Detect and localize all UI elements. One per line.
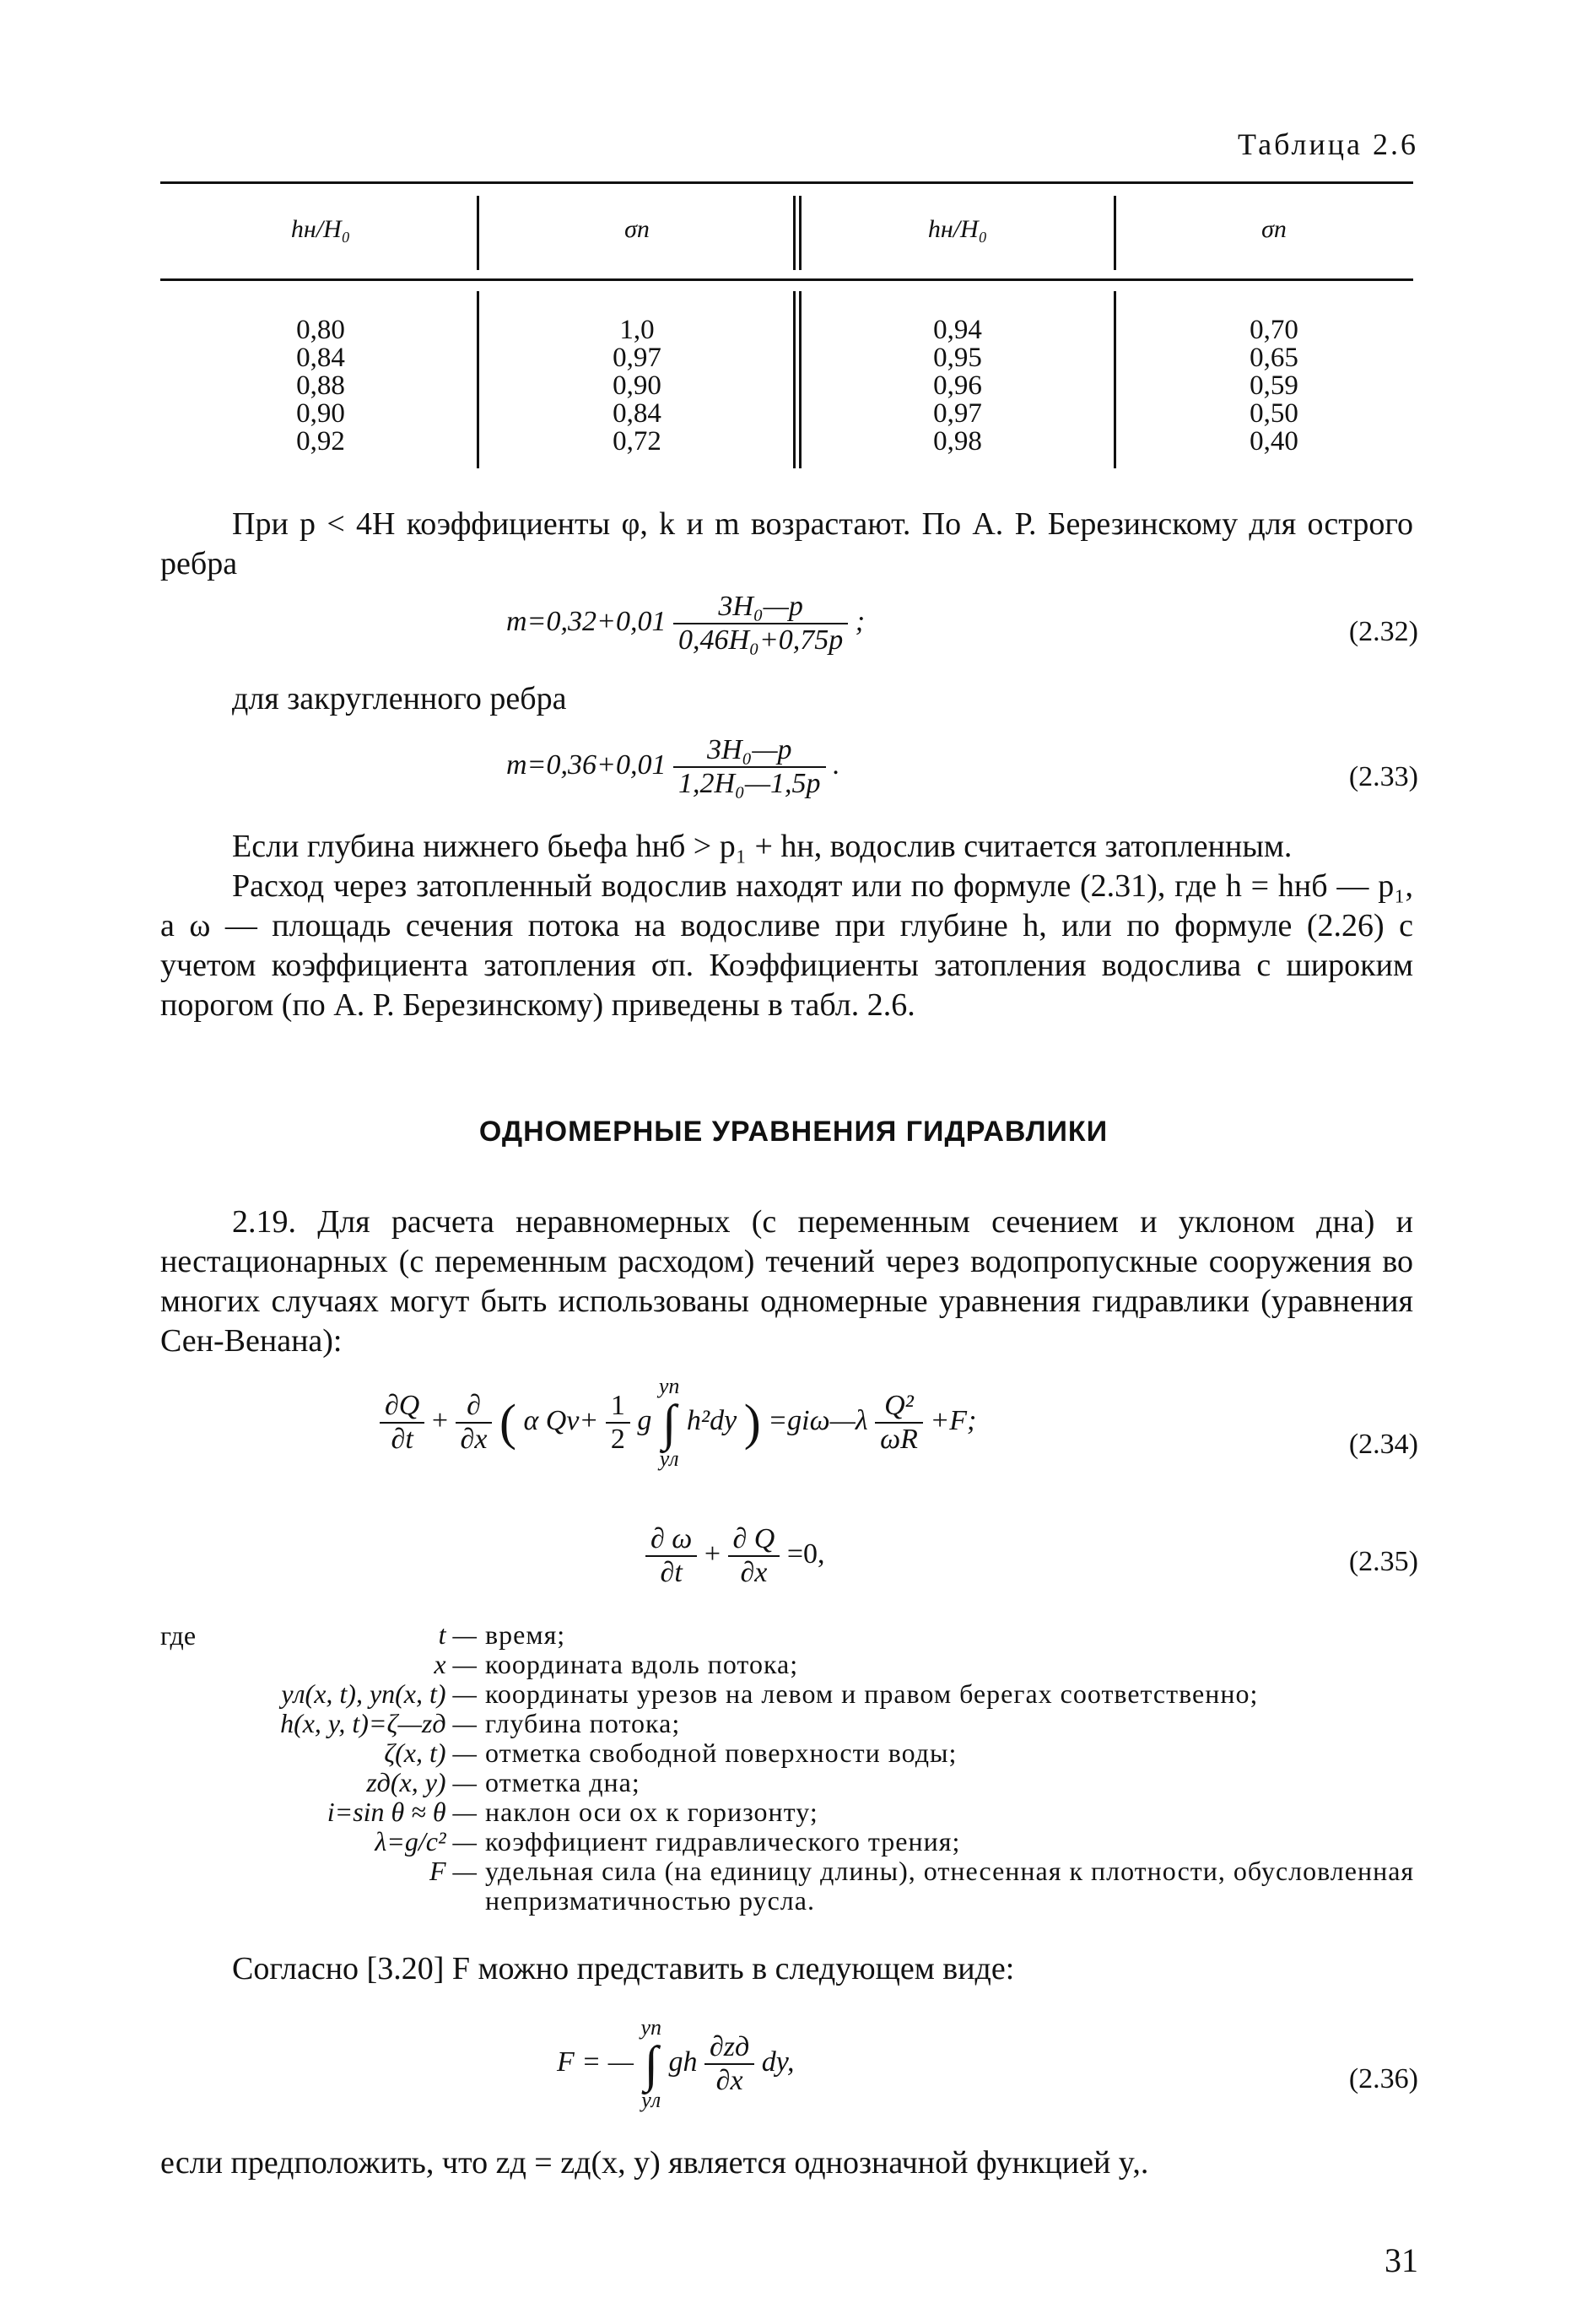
definition-row: zд(x, y) — отметка дна; xyxy=(366,1767,640,1797)
table-cell: 0,95 xyxy=(933,343,982,373)
paragraph: для закругленного ребра xyxy=(232,681,567,716)
table-vline xyxy=(477,196,479,270)
paragraph: если предположить, что zд = zд(x, y) является однозначной функцией y,. xyxy=(160,2145,1149,2181)
table-cell: 0,88 xyxy=(296,370,345,401)
equation-number: (2.32) xyxy=(1348,616,1418,647)
table-header-cell: hн/H₀ xyxy=(290,215,351,243)
table-vline xyxy=(477,291,479,468)
paragraph: 2.19. Для расчета неравномерных (с переменным сечением и уклоном дна) и нестационарных (с переменным расходом) течений через водопропускные сооружения во многих случаях могут быть использованы одномерные уравнения гидравлики (уравнения Сен-Венана): xyxy=(160,1204,1413,1359)
table-cell: 0,98 xyxy=(933,426,982,457)
table-cell: 0,80 xyxy=(296,315,345,345)
table-cell: 0,84 xyxy=(613,398,661,429)
table-cell: 0,59 xyxy=(1250,370,1298,401)
formula-2-32: m=0,32+0,01 $\frac{\text{3H₀—p}}{\text{0,46H₀+0,75p}}$ ; xyxy=(506,591,866,656)
table-vline xyxy=(799,196,802,270)
definition-list xyxy=(160,1620,1422,1916)
formula-2-33: m=0,36+0,01 $\frac{\text{3H₀—p}}{\text{1,2H₀—1,5p}}$ . xyxy=(506,734,840,799)
table-cell: 0,84 xyxy=(296,343,345,373)
table-cell: 0,65 xyxy=(1250,343,1298,373)
page-number: 31 xyxy=(1385,2241,1418,2279)
definition-row: F — удельная сила (на единицу длины), отнесенная к плотности, обусловленная непризматичностью русла. xyxy=(429,1856,1415,1916)
table-cell: 0,90 xyxy=(296,398,345,429)
equation-number: (2.36) xyxy=(1348,2063,1418,2094)
table-top-rule xyxy=(160,181,1413,184)
section-heading: ОДНОМЕРНЫЕ УРАВНЕНИЯ ГИДРАВЛИКИ xyxy=(478,1116,1109,1148)
table-header-cell: hн/H₀ xyxy=(927,215,988,243)
table-cell: 0,94 xyxy=(933,315,982,345)
formula-2-34: $\frac{\partial Q}{\partial t}$ + $\frac{\partial}{\partial x}$ ( α Qv+ $\frac{1}{2}$ g yп ∫ yл h²dy ) =giω—λ $\frac{\text{Q²}}{\omega R}$ +F; xyxy=(380,1375,976,1470)
table-vline xyxy=(1114,291,1116,468)
table-cell: 0,72 xyxy=(613,426,661,457)
definition-row: λ=g/c² — коэффициент гидравлического трения; xyxy=(375,1826,961,1856)
table-cell: 0,97 xyxy=(613,343,661,373)
paragraph: Согласно [3.20] F можно представить в следующем виде: xyxy=(232,1951,1015,1986)
definition-row: i=sin θ ≈ θ — наклон оси ox к горизонту; xyxy=(327,1797,818,1827)
table-vline xyxy=(799,291,802,468)
table-vline xyxy=(1114,196,1116,270)
where-label: где xyxy=(160,1620,197,1651)
table-vline xyxy=(793,291,796,468)
table-column xyxy=(1190,316,1358,456)
table-cell: 0,50 xyxy=(1250,398,1298,429)
table-cell: 0,90 xyxy=(613,370,661,401)
formula-2-35: $\frac{\partial \omega}{\partial t}$ + $\frac{\partial Q}{\partial x}$ =0, xyxy=(645,1523,825,1589)
table-cell: 0,92 xyxy=(296,426,345,457)
paragraph: При p < 4H коэффициенты φ, k и m возрастают. По А. Р. Березинскому для острого ребра xyxy=(160,506,1413,581)
table-header-cell: σп xyxy=(624,215,650,243)
definition-row: ζ(x, t) — отметка свободной поверхности воды; xyxy=(384,1738,958,1768)
table-caption: Таблица 2.6 xyxy=(1238,127,1418,161)
formula-2-36: F = — yп ∫ yл gh $\frac{\partial zд}{\partial x}$ dy, xyxy=(557,2015,795,2112)
definition-row: yл(x, t), yп(x, t) — координаты урезов на левом и правом берегах соответственно; xyxy=(281,1678,1259,1709)
paragraph: Если глубина нижнего бьефа hнб > p₁ + hн, водослив считается затопленным. Расход через затопленный водослив находят или по формуле (2.31), где h = hнб — p₁, а ω — площадь сечения потока на водосливе при глубине h, или по формуле (2.26) с учетом коэффициента затопления σп. Коэффициенты затопления водослива с широким порогом (по А. Р. Березинскому) приведены в табл. 2.6. xyxy=(160,829,1413,1023)
definition-row: x — координата вдоль потока; xyxy=(434,1649,799,1679)
definition-row: h(x, y, t)=ζ—zд — глубина потока; xyxy=(280,1708,681,1738)
table-header-cell: σп xyxy=(1261,215,1287,243)
table-cell: 0,70 xyxy=(1250,315,1298,345)
table-column xyxy=(236,316,405,456)
equation-number: (2.35) xyxy=(1348,1546,1418,1577)
table-column xyxy=(873,316,1042,456)
table-column xyxy=(553,316,721,456)
table-cell: 0,40 xyxy=(1250,426,1298,457)
table-vline xyxy=(793,196,796,270)
definition-row: t — время; xyxy=(438,1619,566,1650)
table-cell: 0,97 xyxy=(933,398,982,429)
equation-number: (2.34) xyxy=(1348,1429,1418,1460)
equation-number: (2.33) xyxy=(1348,761,1418,792)
table-header-rule xyxy=(160,278,1413,281)
table-cell: 1,0 xyxy=(619,315,655,345)
table-cell: 0,96 xyxy=(933,370,982,401)
